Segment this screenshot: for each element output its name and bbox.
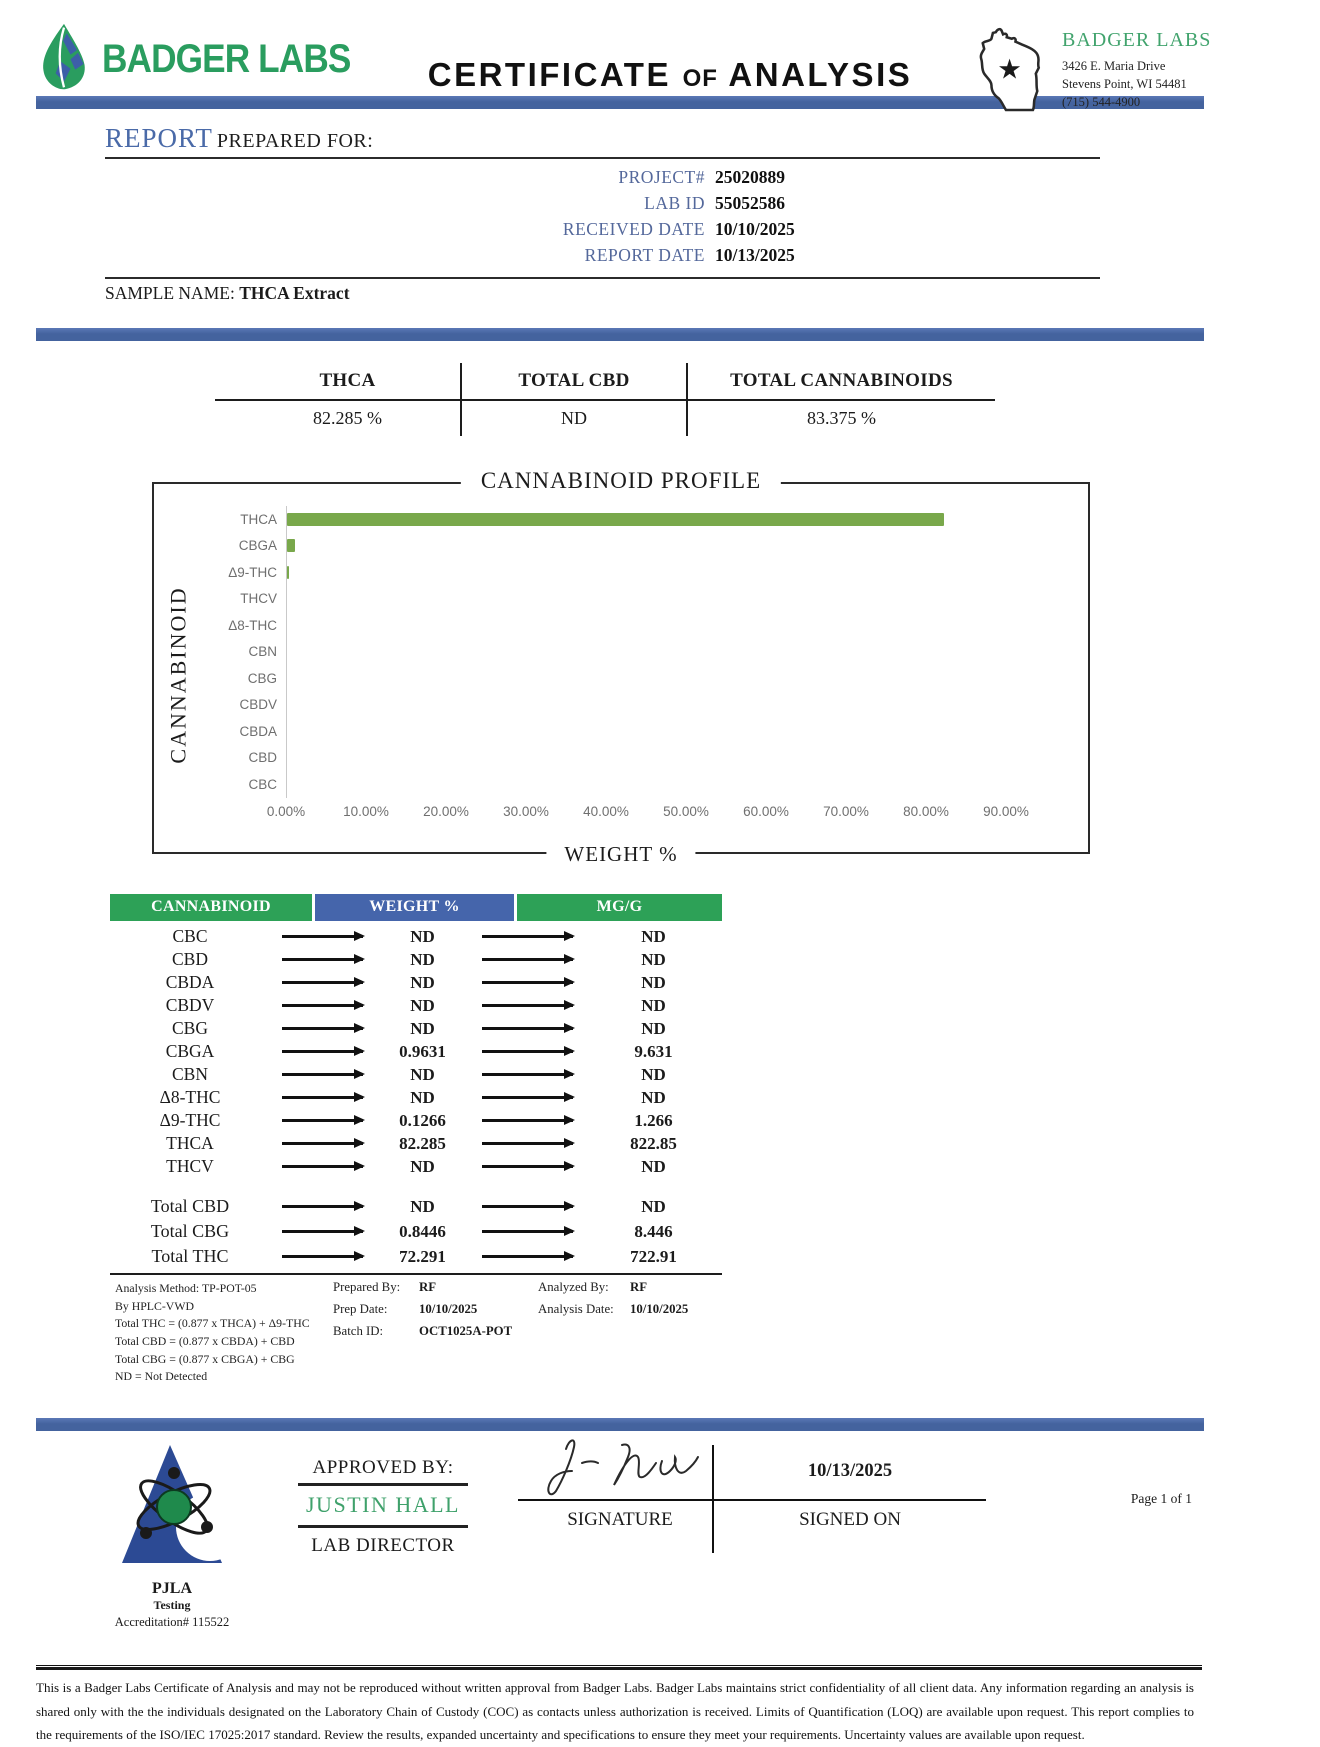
lab-phone: (715) 544-4900 [1062, 95, 1141, 110]
weight-value: ND [410, 1196, 435, 1216]
chart-bar-track [286, 506, 1062, 533]
arrow-icon [282, 1004, 363, 1006]
summary-table [235, 363, 995, 436]
weight-value: 72.291 [399, 1246, 446, 1266]
chart-tick-label: 70.00% [823, 803, 869, 819]
table-row [110, 1219, 722, 1244]
weight-value: 82.285 [399, 1133, 446, 1153]
report-section [105, 123, 1100, 304]
chart-row [198, 586, 1062, 613]
chart-row [198, 745, 1062, 772]
arrow-icon [482, 958, 573, 960]
cannabinoid-table-rows [110, 925, 722, 1178]
summary-headers [235, 363, 995, 399]
chart-category-label: CBDV [239, 697, 277, 713]
chart-row [198, 692, 1062, 719]
arrow-icon [282, 1205, 363, 1207]
arrow-icon [482, 1027, 573, 1029]
report-meta [105, 167, 1100, 271]
footer-disclaimer: This is a Badger Labs Certificate of Analysis and may not be reproduced without written approval from Badger Labs. Badger Labs maintains strict confidentiality of all client data. Any information regarding an analysis is shared only with the the individuals designated on the Laboratory Chain of Custody (COC) as contacts unless authorization is received. Limits of Quantification (LOQ) are available upon request. This report complies to the requirements of the ISO/IEC 17025:2017 standard. Review the results, expanded uncertainty and specifications to ensure they meet your requirements. Uncertainty values are available upon request. [36, 1680, 1194, 1743]
col-header-mgg: MG/G [517, 894, 722, 921]
chart-category-label: CBD [248, 750, 277, 766]
table-row [110, 1086, 722, 1109]
mgg-value: ND [641, 995, 666, 1015]
lab-address-line1: 3426 E. Maria Drive [1062, 59, 1166, 73]
cannabinoid-table-totals [110, 1194, 722, 1269]
chart-row [198, 559, 1062, 586]
weight-value: ND [410, 1156, 435, 1176]
table-row [110, 1017, 722, 1040]
arrow-icon [282, 1230, 363, 1232]
chart-bar [287, 539, 295, 552]
meta-row-received: RECEIVED DATE 10/10/2025 [562, 219, 795, 239]
arrow-icon [282, 935, 363, 937]
chart-row [198, 533, 1062, 560]
weight-value: ND [410, 1064, 435, 1084]
chart-tick-label: 50.00% [663, 803, 709, 819]
mgg-value: ND [641, 1087, 666, 1107]
chart-tick-label: 40.00% [583, 803, 629, 819]
weight-value: ND [410, 926, 435, 946]
signed-on-date: 10/13/2025 [807, 1461, 893, 1482]
weight-value: ND [410, 1018, 435, 1038]
cannabinoid-name: Total THC [151, 1246, 229, 1266]
cannabinoid-profile-chart [152, 468, 1090, 866]
cannabinoid-name: THCV [166, 1156, 214, 1176]
report-heading: REPORT PREPARED FOR: [105, 123, 1100, 159]
table-row [110, 1040, 722, 1063]
cannabinoid-name: Total CBD [150, 1196, 230, 1216]
approved-by-block: APPROVED BY: JUSTIN HALL LAB DIRECTOR [298, 1457, 468, 1557]
meta-row-labid: LAB ID 55052586 [644, 193, 785, 213]
table-row [110, 971, 722, 994]
wisconsin-map-icon [974, 26, 1054, 119]
signature-date-divider [712, 1445, 714, 1553]
summary-header-totalcannabinoids: TOTAL CANNABINOIDS [730, 370, 953, 391]
pjla-accreditation-block: PJLA Testing Accreditation# 115522 [102, 1441, 242, 1630]
table-row [110, 1109, 722, 1132]
weight-value: ND [410, 972, 435, 992]
cannabinoid-table-header [110, 894, 722, 921]
cannabinoid-name: CBDV [165, 995, 215, 1015]
cannabinoid-name: THCA [166, 1133, 214, 1153]
col-header-cannabinoid: CANNABINOID [110, 894, 315, 921]
chart-row [198, 718, 1062, 745]
arrow-icon [482, 1205, 573, 1207]
summary-header-thca: THCA [319, 370, 376, 391]
chart-bar-track [286, 639, 1062, 666]
arrow-icon [282, 1119, 363, 1121]
chart-tick-label: 30.00% [503, 803, 549, 819]
arrow-icon [482, 1165, 573, 1167]
cannabinoid-name: CBD [172, 949, 208, 969]
chart-bar-track [286, 771, 1062, 798]
mgg-value: 8.446 [634, 1221, 673, 1241]
arrow-icon [482, 935, 573, 937]
table-row [110, 1194, 722, 1219]
svg-text:★: ★ [997, 53, 1023, 85]
chart-category-label: Δ8-THC [228, 617, 277, 633]
chart-row [198, 639, 1062, 666]
mgg-value: ND [641, 926, 666, 946]
cannabinoid-name: CBDA [165, 972, 215, 992]
sample-name-line: SAMPLE NAME: THCA Extract [105, 277, 1100, 304]
lab-name: BADGER LABS [1062, 29, 1212, 51]
chart-bar-track [286, 559, 1062, 586]
signature-label: SIGNATURE [567, 1509, 673, 1531]
chart-bar-track [286, 665, 1062, 692]
chart-row [198, 506, 1062, 533]
mgg-value: 722.91 [630, 1246, 677, 1266]
arrow-icon [282, 981, 363, 983]
mgg-value: 9.631 [634, 1041, 673, 1061]
chart-bar-track [286, 586, 1062, 613]
cannabinoid-name: Δ8-THC [159, 1087, 221, 1107]
footnotes-section [115, 1280, 1320, 1386]
chart-x-axis-title: WEIGHT % [546, 842, 695, 867]
arrow-icon [282, 1165, 363, 1167]
chart-bar-track [286, 612, 1062, 639]
chart-category-label: CBDA [239, 723, 277, 739]
weight-value: 0.9631 [399, 1041, 446, 1061]
divider-bar-bottom [36, 1418, 1204, 1431]
signed-on-label: SIGNED ON [799, 1509, 901, 1531]
cannabinoid-name: CBC [172, 926, 208, 946]
meta-row-reportdate: REPORT DATE 10/13/2025 [584, 245, 795, 265]
lab-address-line2: Stevens Point, WI 54481 [1062, 77, 1187, 92]
summary-values [235, 401, 995, 436]
weight-value: ND [410, 949, 435, 969]
mgg-value: ND [641, 972, 666, 992]
chart-category-label: CBC [248, 776, 277, 792]
mgg-value: ND [641, 949, 666, 969]
chart-row [198, 612, 1062, 639]
weight-value: ND [410, 995, 435, 1015]
arrow-icon [482, 1119, 573, 1121]
chart-y-axis-title: CANNABINOID [166, 586, 191, 764]
table-row [110, 1132, 722, 1155]
chart-bar-track [286, 745, 1062, 772]
table-row [110, 994, 722, 1017]
brand-logo [36, 22, 366, 97]
chart-bar [287, 513, 944, 526]
signature-image [536, 1433, 711, 1504]
arrow-icon [482, 1073, 573, 1075]
pjla-logo-icon [112, 1560, 232, 1577]
mgg-value: ND [641, 1196, 666, 1216]
arrow-icon [282, 1142, 363, 1144]
chart-plot-area [198, 506, 1062, 798]
weight-value: 0.8446 [399, 1221, 446, 1241]
chart-category-label: CBG [247, 670, 277, 686]
table-row [110, 1155, 722, 1178]
cannabinoid-table [110, 894, 722, 1275]
table-row [110, 1244, 722, 1269]
chart-row [198, 665, 1062, 692]
summary-header-totalcbd: TOTAL CBD [460, 363, 688, 399]
brand-name: BADGER LABS [102, 37, 351, 81]
method-notes: Analysis Method: TP-POT-05 By HPLC-VWD Total THC = (0.877 x THCA) + Δ9-THC Total CBD = (0.877 x CBDA) + CBD Total CBG = (0.877 x CBGA) + CBG ND = Not Detected [115, 1281, 310, 1384]
arrow-icon [482, 1050, 573, 1052]
cannabinoid-name: CBGA [165, 1041, 215, 1061]
chart-bar-track [286, 533, 1062, 560]
arrow-icon [282, 1096, 363, 1098]
table-row [110, 925, 722, 948]
page-title: CERTIFICATE OF ANALYSIS [427, 56, 913, 93]
cannabinoid-name: CBG [172, 1018, 208, 1038]
chart-category-label: CBN [248, 644, 277, 660]
chart-category-label: THCA [240, 511, 277, 527]
arrow-icon [482, 1142, 573, 1144]
mgg-value: ND [641, 1018, 666, 1038]
prep-info: Prepared By: RF Prep Date: 10/10/2025 Batch ID: OCT1025A-POT [333, 1280, 513, 1338]
col-header-weight: WEIGHT % [315, 894, 517, 921]
table-bottom-rule [110, 1273, 722, 1275]
chart-category-label: THCV [240, 591, 277, 607]
chart-tick-label: 60.00% [743, 803, 789, 819]
chart-title: CANNABINOID PROFILE [461, 468, 781, 494]
summary-value-thca: 82.285 % [313, 408, 382, 428]
chart-tick-label: 20.00% [423, 803, 469, 819]
cannabinoid-name: Total CBG [150, 1221, 230, 1241]
arrow-icon [482, 1004, 573, 1006]
chart-tick-label: 10.00% [343, 803, 389, 819]
accreditation-number: Accreditation# 115522 [114, 1615, 230, 1630]
approval-section [0, 1431, 1320, 1665]
arrow-icon [282, 1050, 363, 1052]
chart-category-label: CBGA [238, 538, 277, 554]
chart-tick-label: 0.00% [266, 803, 306, 819]
chart-row [198, 771, 1062, 798]
approver-title: LAB DIRECTOR [311, 1535, 455, 1557]
mgg-value: 1.266 [634, 1110, 673, 1130]
table-row [110, 948, 722, 971]
chart-tick-label: 90.00% [983, 803, 1029, 819]
approver-name: JUSTIN HALL [298, 1486, 468, 1528]
arrow-icon [282, 958, 363, 960]
arrow-icon [482, 981, 573, 983]
footer-rule [36, 1665, 1202, 1670]
signature-rule [518, 1499, 986, 1501]
header [0, 0, 1320, 110]
chart-bar-track [286, 718, 1062, 745]
chart-category-label: Δ9-THC [228, 564, 277, 580]
chart-bar-track [286, 692, 1062, 719]
arrow-icon [282, 1255, 363, 1257]
cannabinoid-name: Δ9-THC [159, 1110, 221, 1130]
arrow-icon [282, 1027, 363, 1029]
summary-value-totalcannabinoids: 83.375 % [807, 408, 876, 428]
mgg-value: 822.85 [630, 1133, 677, 1153]
arrow-icon [482, 1255, 573, 1257]
table-row [110, 1063, 722, 1086]
leaf-logo-icon [36, 22, 92, 97]
divider-bar-summary [36, 328, 1204, 341]
lab-address-block [974, 26, 1284, 119]
meta-row-project: PROJECT# 25020889 [618, 167, 785, 187]
summary-value-totalcbd: ND [460, 401, 688, 436]
arrow-icon [482, 1096, 573, 1098]
mgg-value: ND [641, 1156, 666, 1176]
chart-tick-label: 80.00% [903, 803, 949, 819]
weight-value: ND [410, 1087, 435, 1107]
chart-x-axis [198, 802, 1062, 826]
cannabinoid-name: CBN [172, 1064, 208, 1084]
analysis-info: Analyzed By: RF Analysis Date: 10/10/2025 [538, 1280, 689, 1316]
arrow-icon [282, 1073, 363, 1075]
chart-bar [287, 566, 289, 579]
arrow-icon [482, 1230, 573, 1232]
page-number: Page 1 of 1 [1130, 1491, 1192, 1507]
weight-value: 0.1266 [399, 1110, 446, 1130]
mgg-value: ND [641, 1064, 666, 1084]
